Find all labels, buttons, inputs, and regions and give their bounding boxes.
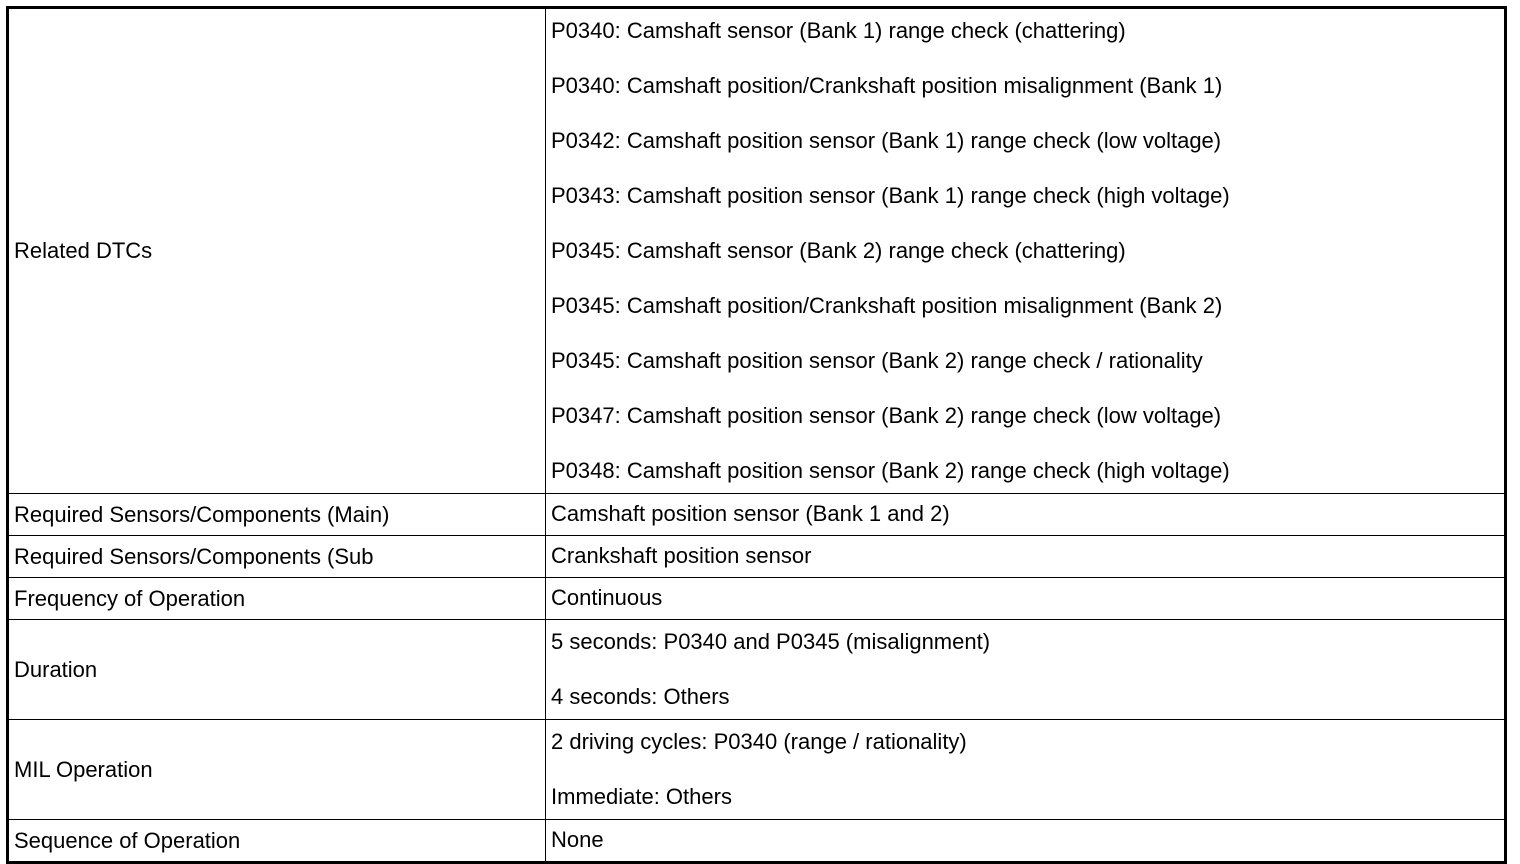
row-value-main-sensors xyxy=(546,494,1506,536)
row-value-sequence xyxy=(546,820,1506,863)
row-label-sub-sensors: Required Sensors/Components (Sub xyxy=(8,536,546,578)
value-line: Crankshaft position sensor xyxy=(551,543,812,568)
row-value-frequency xyxy=(546,578,1506,620)
row-label-mil-operation: MIL Operation xyxy=(8,720,546,820)
row-label-sequence: Sequence of Operation xyxy=(8,820,546,863)
value-line: Continuous xyxy=(551,585,663,610)
row-value-duration xyxy=(546,620,1506,720)
value-line: None xyxy=(551,827,604,852)
dtc-line: P0340: Camshaft sensor (Bank 1) range check (chattering) xyxy=(551,18,1126,43)
value-line: 5 seconds: P0340 and P0345 (misalignment) xyxy=(551,629,991,654)
table-row-main-sensors xyxy=(8,494,1506,536)
row-value-mil-operation xyxy=(546,720,1506,820)
dtc-line: P0343: Camshaft position sensor (Bank 1) range check (high voltage) xyxy=(551,183,1230,208)
row-value-related-dtcs xyxy=(546,8,1506,494)
row-value-sub-sensors xyxy=(546,536,1506,578)
dtc-line: P0347: Camshaft position sensor (Bank 2) range check (low voltage) xyxy=(551,403,1222,428)
table-row-sub-sensors xyxy=(8,536,1506,578)
dtc-line: P0342: Camshaft position sensor (Bank 1) range check (low voltage) xyxy=(551,128,1222,153)
value-line: Immediate: Others xyxy=(551,784,732,809)
table-row-duration xyxy=(8,620,1506,720)
value-line: 4 seconds: Others xyxy=(551,684,730,709)
row-label-related-dtcs: Related DTCs xyxy=(8,8,546,494)
table-row-frequency xyxy=(8,578,1506,620)
dtc-line: P0345: Camshaft position sensor (Bank 2) range check / rationality xyxy=(551,348,1203,373)
value-line: Camshaft position sensor (Bank 1 and 2) xyxy=(551,501,950,526)
dtc-line: P0345: Camshaft position/Crankshaft position misalignment (Bank 2) xyxy=(551,293,1223,318)
monitor-spec-table xyxy=(6,6,1507,864)
table-row-mil-operation xyxy=(8,720,1506,820)
table-row-sequence xyxy=(8,820,1506,863)
dtc-line: P0340: Camshaft position/Crankshaft position misalignment (Bank 1) xyxy=(551,73,1223,98)
dtc-line: P0348: Camshaft position sensor (Bank 2) range check (high voltage) xyxy=(551,458,1230,483)
row-label-main-sensors: Required Sensors/Components (Main) xyxy=(8,494,546,536)
table-row-related-dtcs xyxy=(8,8,1506,494)
row-label-duration: Duration xyxy=(8,620,546,720)
value-line: 2 driving cycles: P0340 (range / rationality) xyxy=(551,729,967,754)
row-label-frequency: Frequency of Operation xyxy=(8,578,546,620)
dtc-line: P0345: Camshaft sensor (Bank 2) range check (chattering) xyxy=(551,238,1126,263)
